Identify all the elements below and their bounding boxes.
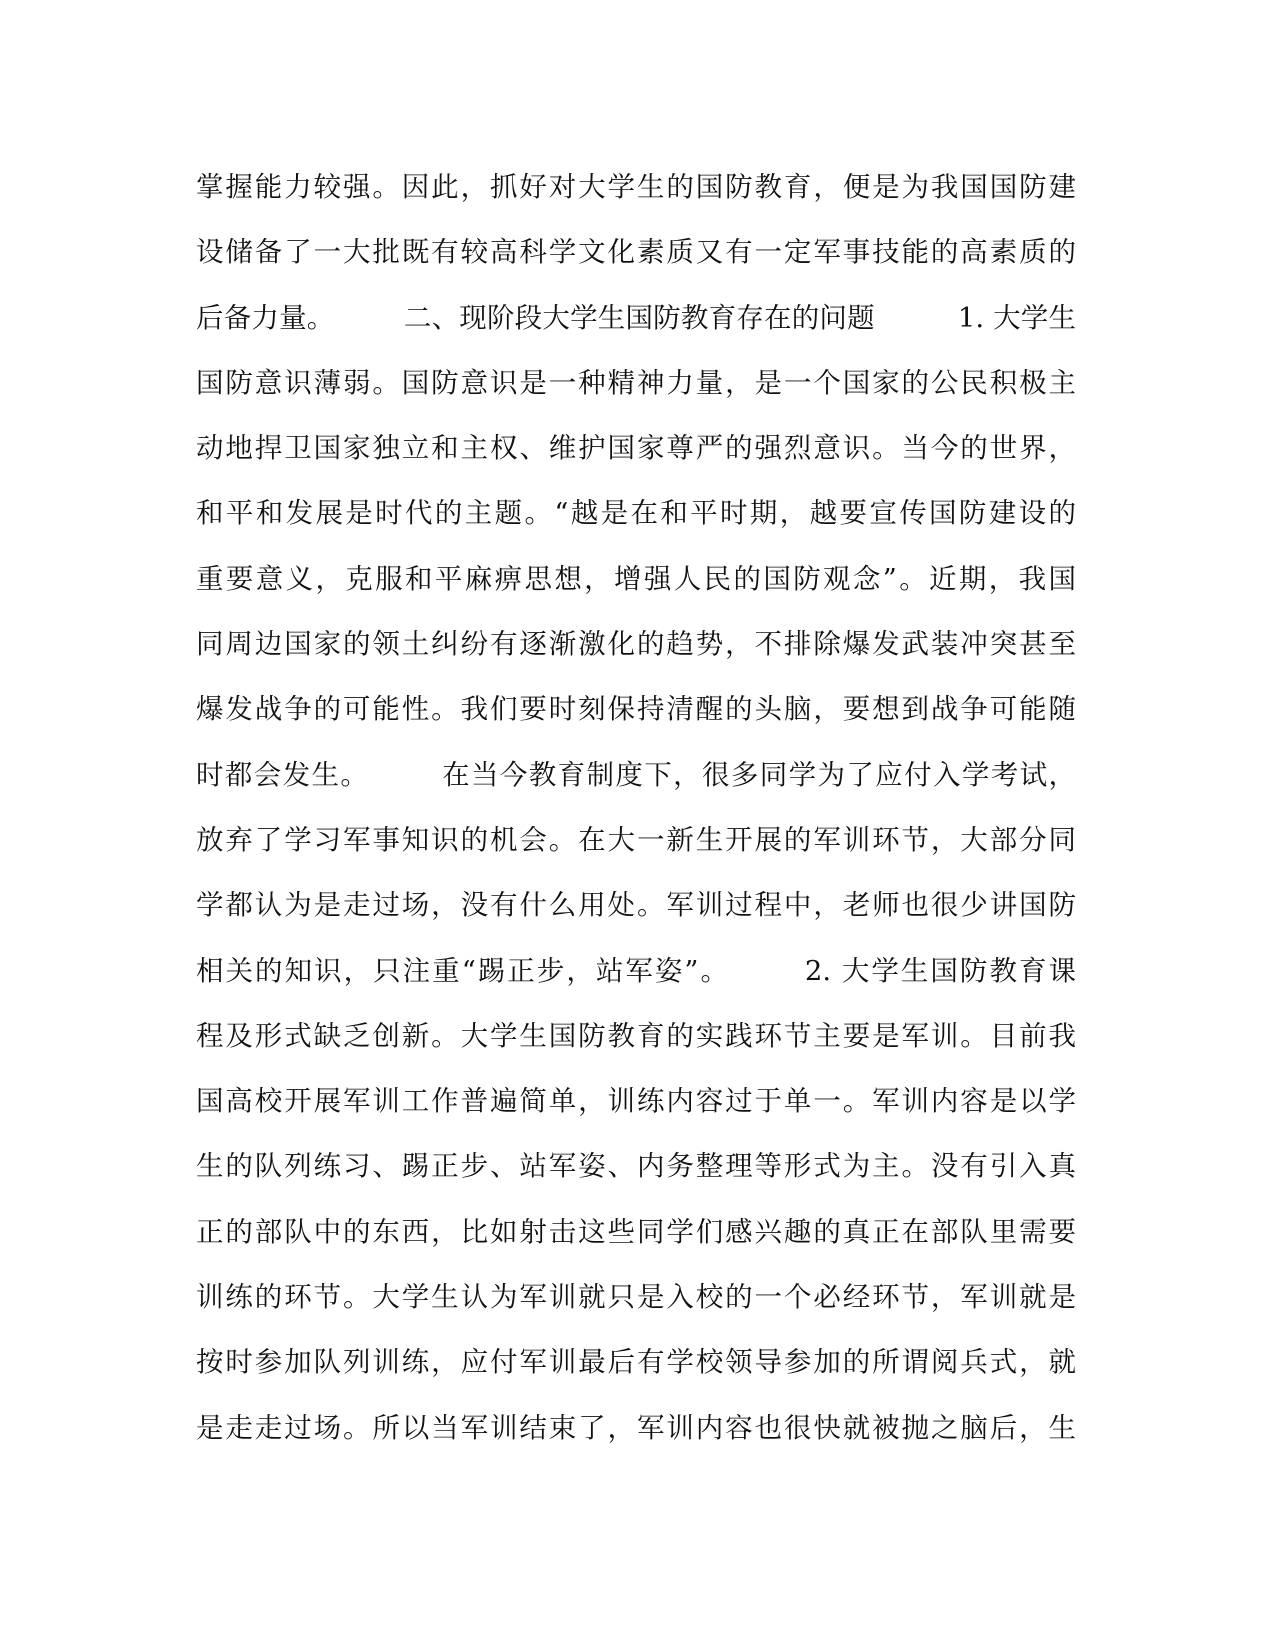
- text-line: 放弃了学习军事知识的机会。在大一新生开展的军训环节，大部分同: [196, 823, 1076, 856]
- text-line: 爆发战争的可能性。我们要时刻保持清醒的头脑，要想到战争可能随: [196, 693, 1076, 726]
- text-line: 时都会发生。 在当今教育制度下，很多同学为了应付入学考试，: [196, 758, 1076, 791]
- text-line: 程及形式缺乏创新。大学生国防教育的实践环节主要是军训。目前我: [196, 1019, 1076, 1052]
- text-line: 训练的环节。大学生认为军训就只是入校的一个必经环节，军训就是: [196, 1281, 1076, 1314]
- text-line: 掌握能力较强。因此，抓好对大学生的国防教育，便是为我国国防建: [196, 171, 1076, 203]
- text-line: 生的队列练习、踢正步、站军姿、内务整理等形式为主。没有引入真: [196, 1150, 1076, 1183]
- text-line: 动地捍卫国家独立和主权、维护国家尊严的强烈意识。当今的世界，: [196, 432, 1076, 465]
- body-text: [196, 155, 1076, 1461]
- text-line: 正的部队中的东西，比如射击这些同学们感兴趣的真正在部队里需要: [196, 1215, 1076, 1248]
- text-line: 学都认为是走过场，没有什么用处。军训过程中，老师也很少讲国防: [196, 889, 1076, 922]
- text-line: 同周边国家的领土纠纷有逐渐激化的趋势，不排除爆发武装冲突甚至: [196, 628, 1076, 661]
- text-line: 国高校开展军训工作普遍简单，训练内容过于单一。军训内容是以学: [196, 1085, 1076, 1118]
- text-line: 重要意义，克服和平麻痹思想，增强人民的国防观念”。近期，我国: [196, 562, 1076, 595]
- text-line: 和平和发展是时代的主题。“越是在和平时期，越要宣传国防建设的: [196, 497, 1076, 530]
- text-line: 相关的知识，只注重“踢正步，站军姿”。 2. 大学生国防教育课: [196, 954, 1076, 987]
- text-line: 是走走过场。所以当军训结束了，军训内容也很快就被抛之脑后，生: [196, 1411, 1076, 1444]
- text-line: 按时参加队列训练，应付军训最后有学校领导参加的所谓阅兵式，就: [196, 1346, 1076, 1379]
- text-line: 国防意识薄弱。国防意识是一种精神力量，是一个国家的公民积极主: [196, 366, 1076, 399]
- text-line: 设储备了一大批既有较高科学文化素质又有一定军事技能的高素质的: [196, 236, 1076, 269]
- text-line: 后备力量。 二、现阶段大学生国防教育存在的问题 1. 大学生: [196, 301, 1076, 334]
